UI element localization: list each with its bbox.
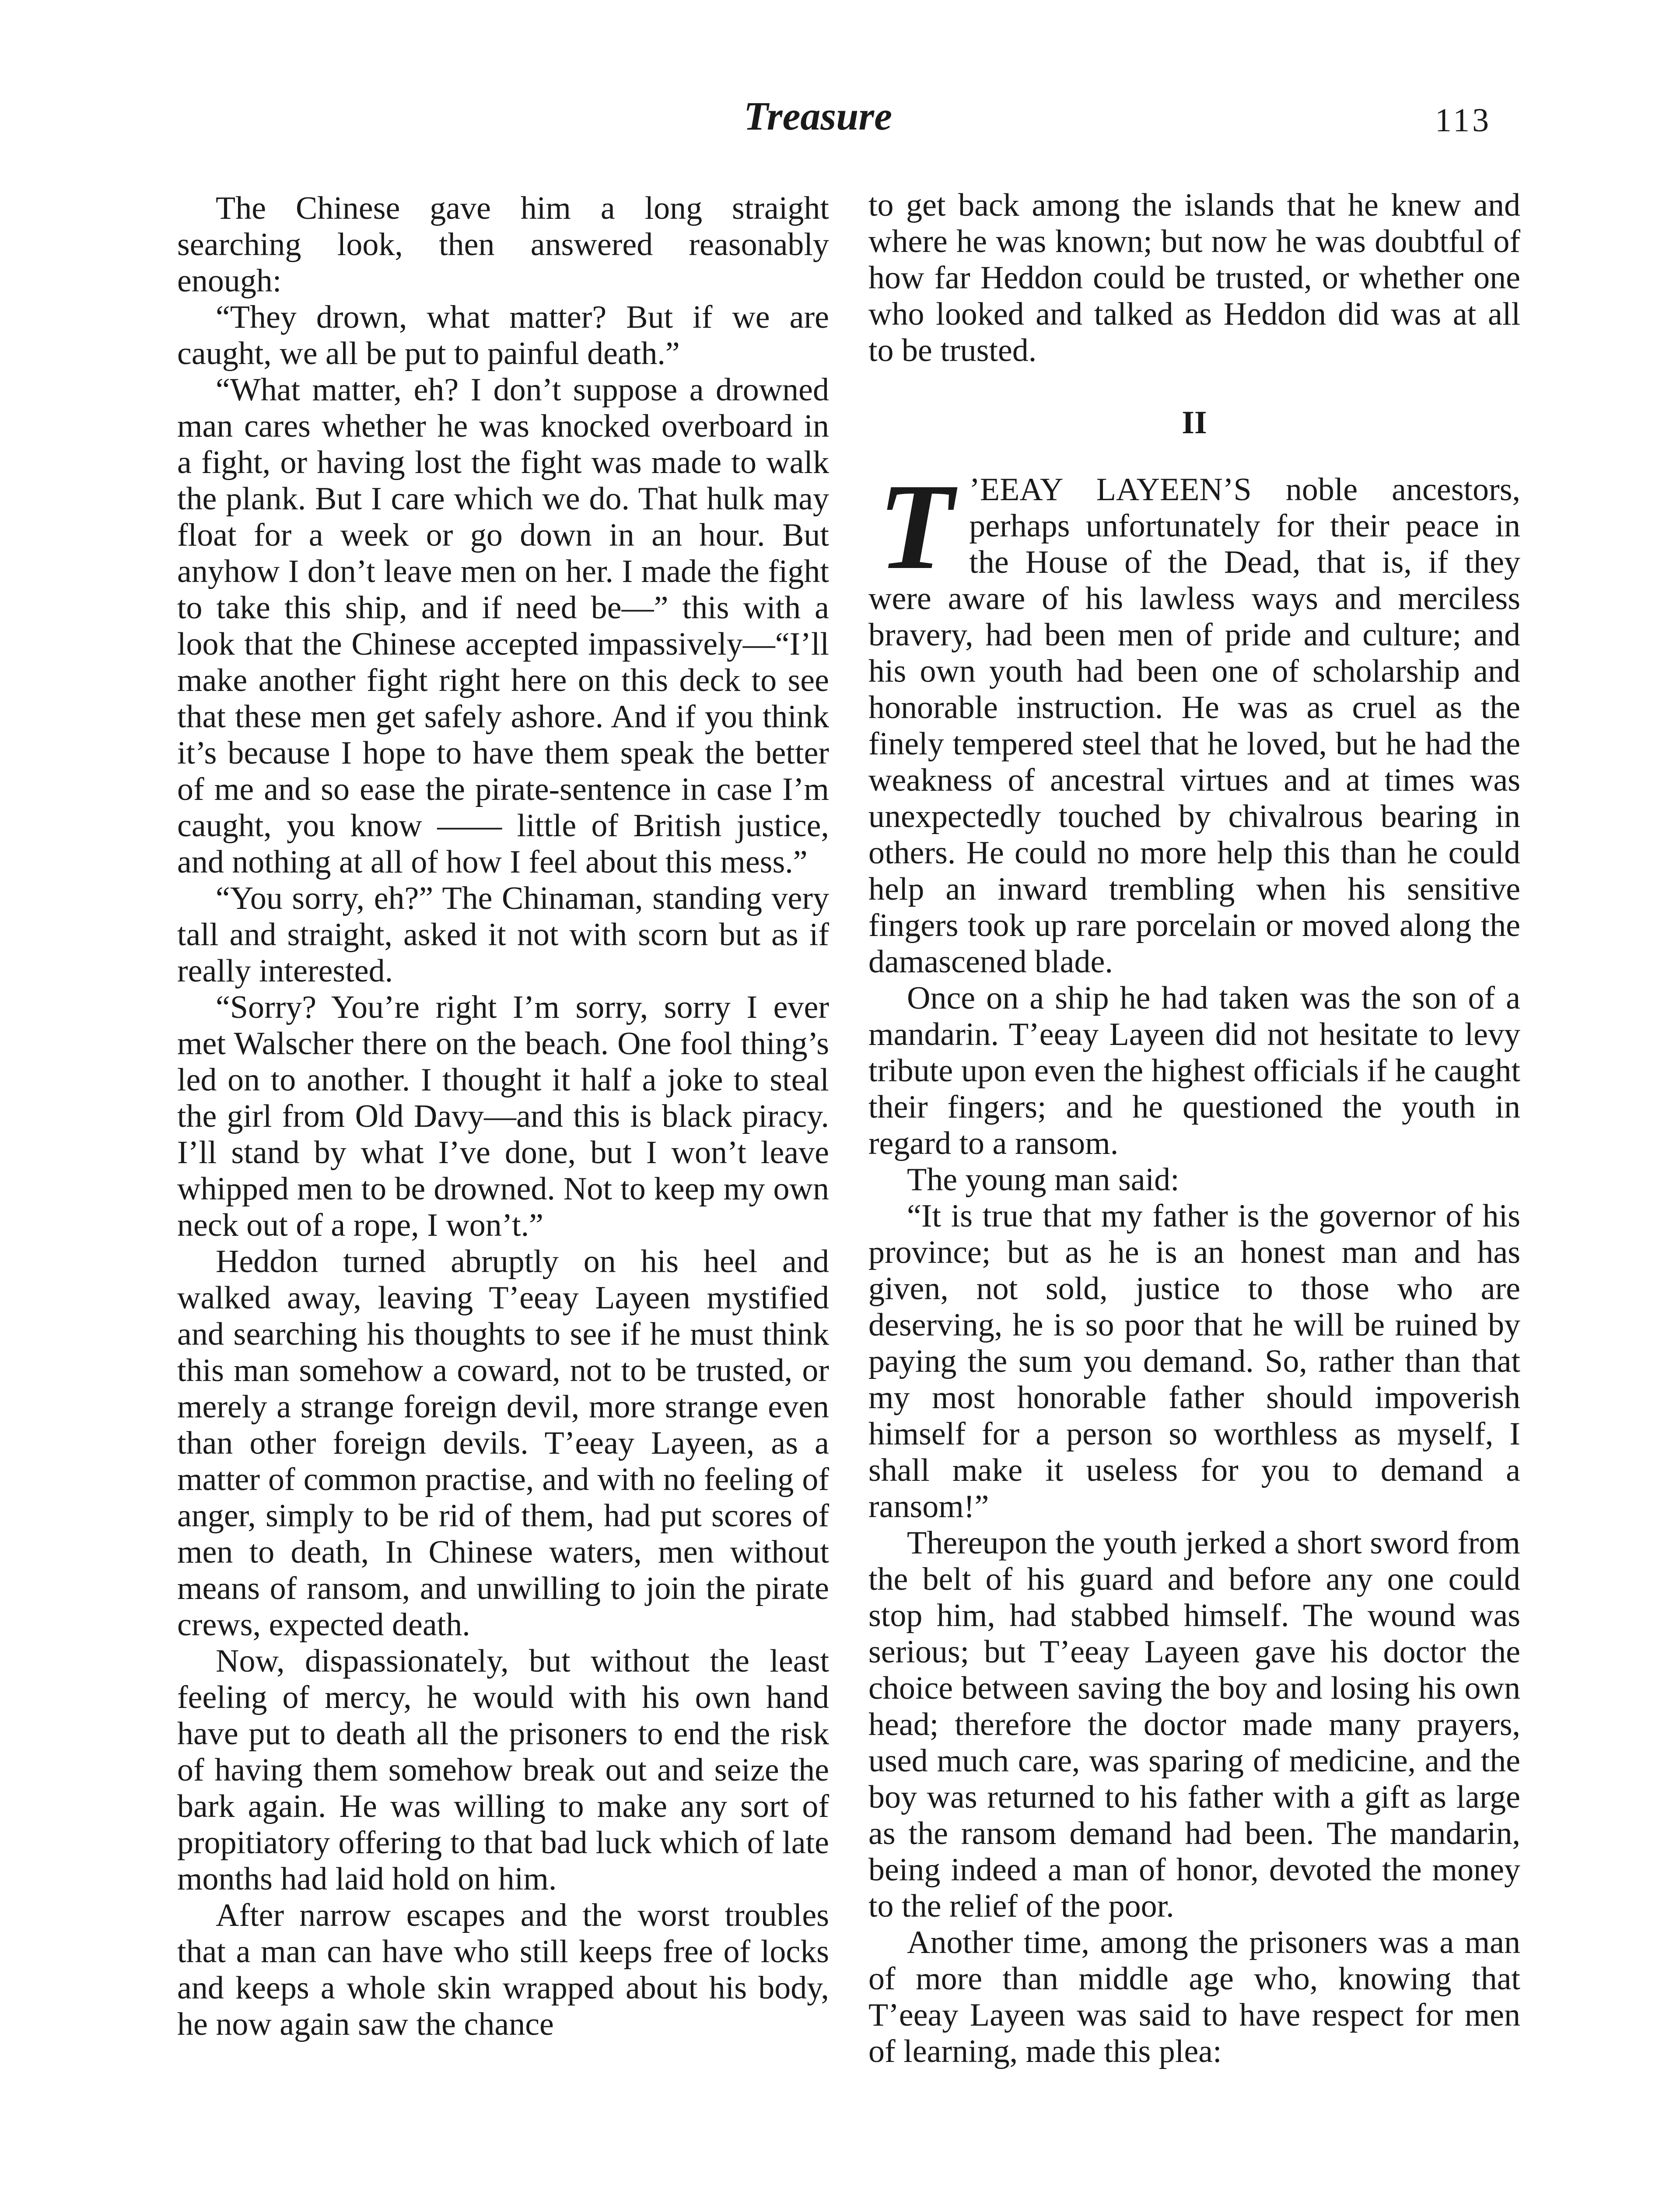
paragraph: The Chinese gave him a long straight searching look, then answered reasonably enough: bbox=[177, 190, 829, 299]
paragraph: “What matter, eh? I don’t suppose a drowned man cares whether he was knocked overboard in a fight, or having lost the fight was made to walk the plank. But I care which we do. That hulk may float for a week or go down in an hour. But anyhow I don’t leave men on her. I made the fight to take this ship, and if need be—” this with a look that the Chinese accepted impassively—“I’ll make another fight right here on this deck to see that these men get safely ashore. And if you think it’s because I hope to have them speak the better of me and so ease the pirate-sentence in case I’m caught, you know —— little of British justice, and nothing at all of how I feel about this mess.” bbox=[177, 372, 829, 880]
right-column bbox=[868, 187, 1520, 2070]
paragraph: “They drown, what matter? But if we are caught, we all be put to painful death.” bbox=[177, 299, 829, 372]
paragraph: “It is true that my father is the governor of his province; but as he is an honest man and has given, not sold, justice to those who are deserving, he is so poor that he will be ruined by paying the sum you demand. So, rather than that my most honorable father should impoverish himself for a person so worthless as myself, I shall make it useless for you to demand a ransom!” bbox=[868, 1198, 1520, 1525]
paragraph: Thereupon the youth jerked a short sword from the belt of his guard and before any one could stop him, had stabbed himself. The wound was serious; but T’eeay Layeen gave his doctor the choice between saving the boy and losing his own head; therefore the doctor made many prayers, used much care, was sparing of medicine, and the boy was returned to his father with a gift as large as the ransom demand had been. The mandarin, being indeed a man of honor, devoted the money to the relief of the poor. bbox=[868, 1525, 1520, 1924]
paragraph: “You sorry, eh?” The Chinaman, standing very tall and straight, asked it not with scorn but as if really interested. bbox=[177, 880, 829, 989]
section-heading: II bbox=[1182, 405, 1207, 441]
left-column bbox=[177, 190, 829, 2043]
paragraph: Once on a ship he had taken was the son of a mandarin. T’eeay Layeen did not hesitate to levy tribute upon even the highest officials if he caught their fingers; and he questioned the youth in regard to a ransom. bbox=[868, 980, 1520, 1161]
paragraph: “Sorry? You’re right I’m sorry, sorry I ever met Walscher there on the beach. One fool thing’s led on to another. I thought it half a joke to steal the girl from Old Davy—and this is black piracy. I’ll stand by what I’ve done, but I won’t leave whipped men to be drowned. Not to keep my own neck out of a rope, I won’t.” bbox=[177, 989, 829, 1243]
paragraph: The young man said: bbox=[907, 1162, 1180, 1198]
continued-paragraph: to get back among the islands that he knew and where he was known; but now he was doubtful of how far Heddon could be trusted, or whether one who looked and talked as Heddon did was at all to be trusted. bbox=[868, 187, 1520, 368]
paragraph: Heddon turned abruptly on his heel and walked away, leaving T’eeay Layeen mystified and searching his thoughts to see if he must think this man somehow a coward, not to be trusted, or merely a strange foreign devil, more strange even than other foreign devils. T’eeay Layeen, as a matter of common practise, and with no feeling of anger, simply to be rid of them, had put scores of men to death, In Chinese waters, men without means of ransom, and unwilling to join the pirate crews, expected death. bbox=[177, 1244, 829, 1643]
paragraph: Now, dispassionately, but without the least feeling of mercy, he would with his own hand have put to death all the prisoners to end the risk of having them somehow break out and seize the bark again. He was willing to make any sort of propitiatory offering to that bad luck which of late months had laid hold on him. bbox=[177, 1643, 829, 1897]
opening-paragraph-text: ’EEAY LAYEEN’S noble ancestors, perhaps unfortunately for their peace in the House of the Dead, that is, if they were aware of his lawless ways and merciless bravery, had been men of pride and culture; and his own youth had been one of scholarship and honorable instruction. He was as cruel as the finely tempered steel that he loved, but he had the weakness of ancestral virtues and at times was unexpectedly touched by chivalrous bearing in others. He could no more help this than he could help an inward trembling when his sensitive fingers took up rare porcelain or moved along the damascened blade. bbox=[868, 472, 1520, 980]
page-number: 113 bbox=[1435, 102, 1492, 139]
paragraph: After narrow escapes and the worst troubles that a man can have who still keeps free of locks and keeps a whole skin wrapped about his body, he now again saw the chance bbox=[177, 1897, 829, 2042]
paragraph: Another time, among the prisoners was a man of more than middle age who, knowing that T’eeay Layeen was said to have respect for men of learning, made this plea: bbox=[868, 1925, 1520, 2069]
running-head-title: Treasure bbox=[744, 94, 892, 138]
drop-cap: T bbox=[878, 458, 954, 595]
opening-paragraph bbox=[868, 458, 1520, 980]
